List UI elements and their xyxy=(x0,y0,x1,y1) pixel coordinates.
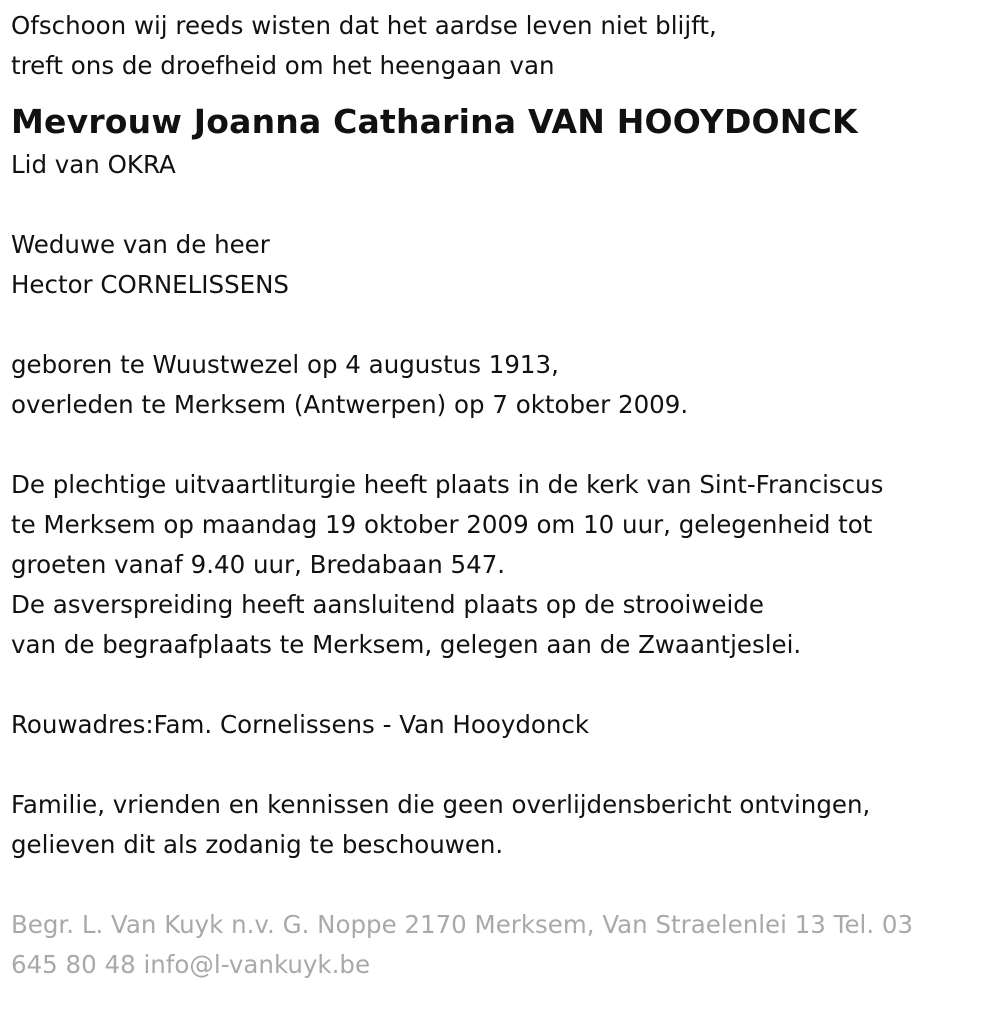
ceremony-block xyxy=(11,465,991,665)
spacer xyxy=(11,745,991,785)
death-line: overleden te Merksem (Antwerpen) op 7 oktober 2009. xyxy=(11,390,689,419)
birth-line: geboren te Wuustwezel op 4 augustus 1913, xyxy=(11,350,559,379)
footer-line: 645 80 48 info@l-vankuyk.be xyxy=(11,950,371,979)
ceremony-line: De plechtige uitvaartliturgie heeft plaats in de kerk van Sint-Franciscus xyxy=(11,470,884,499)
intro-line: treft ons de droefheid om het heengaan van xyxy=(11,51,555,80)
spacer xyxy=(11,185,991,225)
life-dates-block xyxy=(11,345,991,425)
death-notice xyxy=(11,6,991,985)
spacer xyxy=(11,665,991,705)
funeral-home-footer xyxy=(11,905,991,985)
spouse-line: Hector CORNELISSENS xyxy=(11,270,289,299)
ceremony-line: groeten vanaf 9.40 uur, Bredabaan 547. xyxy=(11,550,506,579)
intro-line: Ofschoon wij reeds wisten dat het aardse leven niet blijft, xyxy=(11,11,717,40)
ceremony-line: van de begraafplaats te Merksem, gelegen aan de Zwaantjeslei. xyxy=(11,630,802,659)
closing-block xyxy=(11,785,991,865)
closing-line: Familie, vrienden en kennissen die geen overlijdensbericht ontvingen, xyxy=(11,790,871,819)
spouse-block xyxy=(11,225,991,305)
membership-text: Lid van OKRA xyxy=(11,150,176,179)
ceremony-line: te Merksem op maandag 19 oktober 2009 om 10 uur, gelegenheid tot xyxy=(11,510,873,539)
spacer xyxy=(11,305,991,345)
intro-block xyxy=(11,6,991,86)
spouse-line: Weduwe van de heer xyxy=(11,230,270,259)
spacer xyxy=(11,425,991,465)
spacer xyxy=(11,865,991,905)
ceremony-line: De asverspreiding heeft aansluitend plaats op de strooiweide xyxy=(11,590,764,619)
deceased-name: Mevrouw Joanna Catharina VAN HOOYDONCK xyxy=(11,102,858,141)
mourning-address: Rouwadres:Fam. Cornelissens - Van Hooydonck xyxy=(11,710,590,739)
footer-line: Begr. L. Van Kuyk n.v. G. Noppe 2170 Merksem, Van Straelenlei 13 Tel. 03 xyxy=(11,910,914,939)
closing-line: gelieven dit als zodanig te beschouwen. xyxy=(11,830,504,859)
